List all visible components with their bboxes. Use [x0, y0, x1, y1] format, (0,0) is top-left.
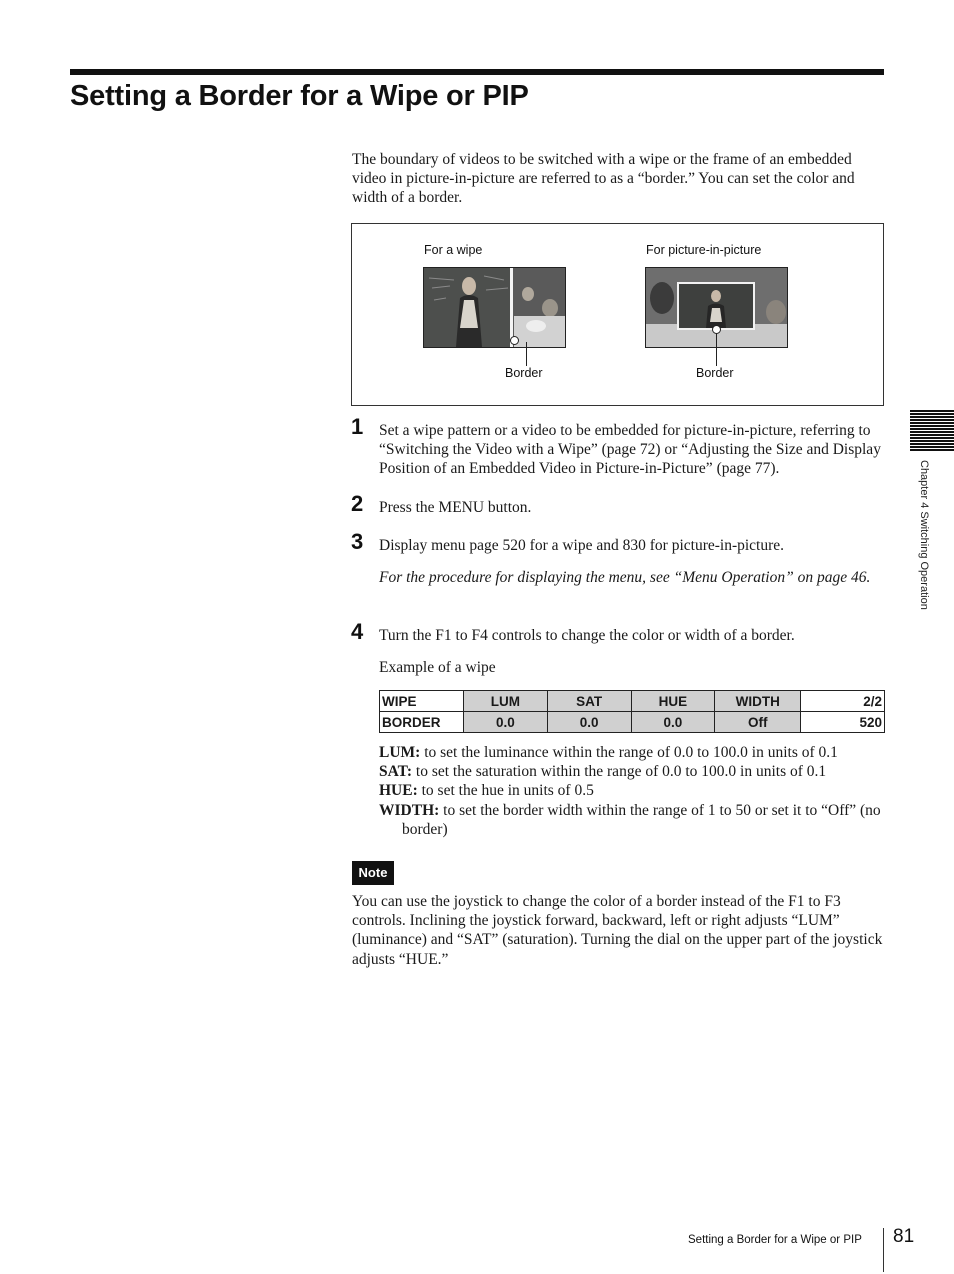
- definition-term: HUE:: [379, 782, 418, 800]
- table-row: [380, 691, 885, 712]
- step-2-number: 2: [351, 491, 364, 516]
- table-cell: SAT: [547, 691, 631, 712]
- definition-desc: to set the border width within the range of 1 to 50 or set it to “Off” (no border): [402, 801, 881, 838]
- pip-border-leader: [716, 332, 717, 366]
- footer-running-title: Setting a Border for a Wipe or PIP: [688, 1234, 862, 1246]
- table-cell: WIPE: [380, 691, 464, 712]
- definition-lum: [379, 743, 885, 762]
- table-cell: BORDER: [380, 712, 464, 733]
- definition-width: [379, 801, 885, 839]
- table-row: [380, 712, 885, 733]
- step-4-number: 4: [351, 619, 364, 644]
- definition-desc: to set the saturation within the range of 0.0 to 100.0 in units of 0.1: [412, 763, 827, 781]
- table-cell: WIDTH: [715, 691, 801, 712]
- definition-term: LUM:: [379, 744, 421, 761]
- intro-paragraph: The boundary of videos to be switched with a wipe or the frame of an embedded video in picture-in-picture are referred to as a “border.” You can set the color and width of a border.: [352, 151, 855, 207]
- table-cell: 0.0: [463, 712, 547, 733]
- wipe-example-image: [423, 267, 566, 348]
- note-badge: Note: [352, 861, 394, 885]
- step-1-number: 1: [351, 414, 364, 439]
- table-cell: 2/2: [801, 691, 885, 712]
- step-3-reference-note: For the procedure for displaying the menu, see “Menu Operation” on page 46.: [379, 569, 871, 586]
- table-cell: 520: [801, 712, 885, 733]
- chapter-tab-stripes: [910, 410, 954, 452]
- note-text: You can use the joystick to change the color of a border instead of the F1 to F3 controls. Inclining the joystick forward, backward, left or right adjusts “LUM” (luminance) and “SAT” (saturation). Turning the dial on the upper part of the joystick adjusts “HUE.”: [352, 893, 883, 968]
- table-cell: HUE: [631, 691, 715, 712]
- pip-border-label: Border: [696, 366, 734, 380]
- step-4-text: Turn the F1 to F4 controls to change the color or width of a border.: [379, 627, 795, 644]
- definition-desc: to set the luminance within the range of 0.0 to 100.0 in units of 0.1: [420, 744, 838, 761]
- title-rule: [70, 69, 884, 75]
- table-cell: 0.0: [631, 712, 715, 733]
- definition-term: WIDTH:: [379, 801, 440, 819]
- step-2-text: Press the MENU button.: [379, 499, 532, 516]
- wipe-border-leader: [526, 342, 527, 366]
- definition-term: SAT:: [379, 763, 413, 781]
- wipe-border-marker: [510, 336, 519, 345]
- step-3-number: 3: [351, 529, 364, 554]
- step-3-text: Display menu page 520 for a wipe and 830 for picture-in-picture.: [379, 537, 785, 554]
- example-label: Example of a wipe: [379, 659, 496, 676]
- footer-divider: [883, 1228, 884, 1272]
- wipe-menu-table: [379, 690, 885, 733]
- page-number: 81: [893, 1226, 915, 1247]
- wipe-border-label: Border: [505, 366, 543, 380]
- page-title: Setting a Border for a Wipe or PIP: [70, 80, 529, 112]
- table-cell: LUM: [463, 691, 547, 712]
- border-figure: [351, 223, 884, 406]
- definition-desc: to set the hue in units of 0.5: [417, 782, 594, 800]
- table-cell: 0.0: [547, 712, 631, 733]
- definition-hue: [379, 781, 885, 800]
- chapter-tab-label: Chapter 4 Switching Operation: [918, 460, 930, 610]
- parameter-definitions: [379, 743, 885, 839]
- pip-border-marker: [712, 325, 721, 334]
- wipe-figure-label: For a wipe: [424, 243, 483, 257]
- step-1-text: Set a wipe pattern or a video to be embedded for picture-in-picture, referring to “Switching the Video with a Wipe” (page 72) or “Adjusting the Size and Display Position of an Embedded Video in Picture-in-Picture” (page 77).: [379, 422, 881, 478]
- table-cell: Off: [715, 712, 801, 733]
- definition-sat: [379, 762, 885, 781]
- pip-figure-label: For picture-in-picture: [646, 243, 762, 257]
